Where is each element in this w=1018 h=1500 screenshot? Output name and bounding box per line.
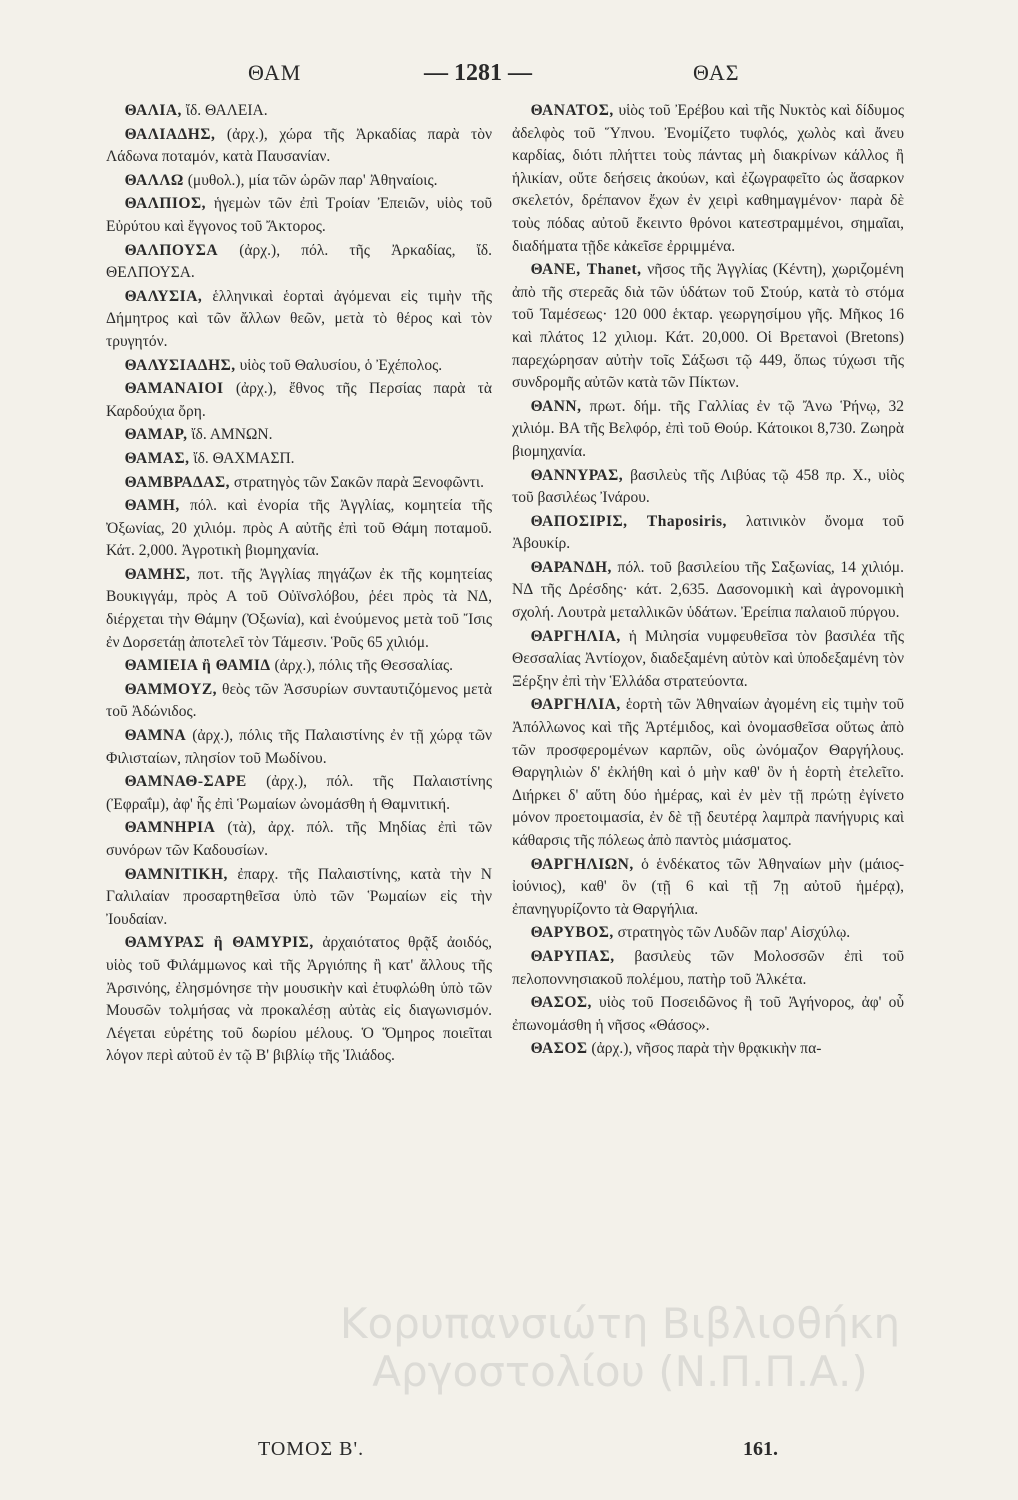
entry-headword: ΘΑΛΛΩ [124, 171, 184, 189]
dictionary-entry [106, 472, 492, 495]
entry-headword: ΘΑΜΝΑΘ-ΣΑΡΕ [124, 773, 247, 791]
dictionary-entry [512, 511, 904, 556]
entry-definition: πρωτ. δήμ. τῆς Γαλλίας ἐν τῷ Ἄνω Ῥήνῳ, 32 χιλιόμ. ΒΑ τῆς Βελφόρ, ἐπὶ τοῦ Θούρ. Κάτοικοι 8,730. Ζωηρὰ βιομηχανία. [512, 397, 904, 460]
entry-definition: στρατηγὸς τῶν Λυδῶν παρ' Αἰσχύλῳ. [613, 924, 851, 942]
dictionary-entry [106, 100, 492, 123]
entry-definition: (ἀρχ.), πόλ. τῆς Ἀρκαδίας, ἴδ. ΘΕΛΠΟΥΣΑ. [106, 241, 492, 282]
entry-headword: ΘΑΛΠΟΥΣΑ [124, 241, 219, 259]
dictionary-entry [106, 355, 492, 378]
entry-headword: ΘΑΜΙΕΙΑ ἢ ΘΑΜΙΔ [124, 657, 271, 675]
dictionary-entry [106, 448, 492, 471]
dictionary-entry [106, 725, 492, 770]
entry-headword: ΘΑΜΜΟΥΖ, [124, 680, 218, 698]
entry-headword: ΘΑΣΟΣ, [530, 994, 592, 1012]
entry-definition: ἴδ. ΘΑΛΕΙΑ. [181, 102, 268, 119]
entry-definition: βασιλεὺς τῆς Λιβύας τῷ 458 πρ. Χ., υἱὸς τοῦ βασιλέως Ἰνάρου. [512, 466, 904, 507]
entry-definition: νῆσος τῆς Ἀγγλίας (Κέντη), χωριζομένη ἀπὸ τῆς στερεᾶς διὰ τῶν ὑδάτων τοῦ Στούρ, κατὰ τὸ στόμα τοῦ Ταμέσεως· 120 000 ἑκταρ. γεωργησίμου γῆς. Μῆκος 16 καὶ πλάτος 12 χιλιομ. Κάτ. 20,000. Οἱ Βρετανοὶ (Bretons) παρεχώρησαν αὐτὴν τοῖς Σάξωσι τῷ 449, ὅπως τύχωσι τῆς συνδρομῆς αὐτῶν κατὰ τῶν Πίκτων. [512, 261, 904, 392]
entry-headword: ΘΑΝΕ, Thanet, [530, 261, 642, 279]
entry-definition: υἱὸς τοῦ Ποσειδῶνος ἢ τοῦ Ἀγήνορος, ἀφ' οὗ ἐπωνομάσθη ἡ νῆσος «Θάσος». [512, 994, 904, 1034]
dictionary-entry [106, 564, 492, 654]
dictionary-entry [106, 193, 492, 238]
entry-definition: λατινικὸν ὄνομα τοῦ Ἀβουκίρ. [512, 512, 905, 553]
dictionary-entry [106, 286, 492, 354]
entry-definition: στρατηγὸς τῶν Σακῶν παρὰ Ξενοφῶντι. [229, 473, 484, 491]
page-header [0, 60, 1018, 100]
dictionary-entry [106, 424, 492, 447]
entry-definition: ἴδ. ΑΜΝΩΝ. [187, 426, 273, 444]
entry-definition: υἱὸς τοῦ Ἐρέβου καὶ τῆς Νυκτὸς καὶ δίδυμος ἀδελφὸς τοῦ Ὕπνου. Ἐνομίζετο τυφλός, χωλὸς καὶ ἄνευ καρδίας, διότι πλήττει τοὺς πάντας μὴ διακρίνων κάλλος ἢ ἡλικίαν, οὔτε δεήσεις ἀκούων, καὶ ἐζωγραφεῖτο ὡς ἄσαρκον σκελετόν, δρέπανον ἔχων ἐν χειρὶ καθημαγμένον· παρὰ δὲ τοὺς πόδας αὐτοῦ ἔκειντο θρόνοι κατεστραμμένοι, σημαῖαι, διαδήματα τῇδε κἀκεῖσε ἐρριμμένα. [512, 102, 904, 255]
dictionary-entry [512, 100, 904, 258]
dictionary-entry [512, 992, 904, 1037]
entry-definition: υἱὸς τοῦ Θαλυσίου, ὁ Ἐχέπολος. [235, 356, 443, 374]
library-watermark [240, 1300, 1000, 1396]
entry-definition: πόλ. τοῦ βασιλείου τῆς Σαξωνίας, 14 χιλιόμ. ΝΔ τῆς Δρέσδης· κάτ. 2,635. Δασονομικὴ καὶ ἀγρονομικὴ σχολή. Λουτρὰ μεταλλικῶν ὑδάτων. Ἐρείπια παλαιοῦ πύργου. [512, 558, 904, 622]
entry-headword: ΘΑΠΟΣΙΡΙΣ, Thaposiris, [530, 512, 727, 530]
entry-definition: ἐπαρχ. τῆς Παλαιστίνης, κατὰ τὴν Ν Γαλιλαίαν προσαρτηθεῖσα ὑπὸ τῶν Ῥωμαίων εἰς τὴν Ἰουδαίαν. [106, 865, 492, 928]
entry-definition: βασιλεὺς τῶν Μολοσσῶν ἐπὶ τοῦ πελοποννησιακοῦ πολέμου, πατὴρ τοῦ Ἀλκέτα. [512, 947, 904, 988]
entry-definition: ἴδ. ΘΑΧΜΑΣΠ. [189, 449, 295, 467]
dictionary-entry [512, 1038, 904, 1061]
dictionary-entry [512, 259, 904, 395]
entry-headword: ΘΑΡΓΗΛΙΑ, [530, 696, 621, 714]
entry-definition: θεὸς τῶν Ἀσσυρίων συνταυτιζόμενος μετὰ τοῦ Ἀδώνιδος. [106, 680, 492, 721]
entry-definition: (ἀρχ.), πόλις τῆς Θεσσαλίας. [270, 657, 453, 675]
page-footer [0, 1438, 1018, 1478]
entry-headword: ΘΑΜΝΙΤΙΚΗ, [124, 865, 228, 883]
entry-headword: ΘΑΡΑΝΔΗ, [530, 558, 612, 576]
right-column [512, 100, 904, 1062]
entry-definition: (τὰ), ἀρχ. πόλ. τῆς Μηδίας ἐπὶ τῶν συνόρων τῶν Καδουσίων. [106, 819, 492, 859]
entry-headword: ΘΑΡΓΗΛΙΑ, [530, 627, 621, 645]
page-number: — 1281 — [424, 60, 532, 86]
dictionary-entry [512, 396, 904, 464]
entry-definition: (ἀρχ.), πόλις τῆς Παλαιστίνης ἐν τῇ χώρᾳ τῶν Φιλισταίων, πλησίον τοῦ Μωδίνου. [106, 727, 492, 767]
entry-headword: ΘΑΛΠΙΟΣ, [124, 195, 206, 213]
dictionary-entry [512, 946, 904, 991]
dictionary-entry [106, 932, 492, 1068]
entry-definition: ἀρχαιότατος θρᾷξ ἀοιδός, υἱὸς τοῦ Φιλάμμωνος καὶ τῆς Ἀργιόπης ἢ κατ' ἄλλους τῆς Ἀρσινόης, ἐλησμόνησε τὴν μουσικὴν καὶ ἐτυφλώθη ὑπὸ τῶν Μουσῶν τολμήσας νὰ προκαλέσῃ αὐτὰς εἰς διαγωνισμόν. Λέγεται εὑρέτης τοῦ δωρίου μέλους. Ὁ Ὅμηρος ποιεῖται λόγον περὶ αὐτοῦ ἐν τῷ Β' βιβλίῳ τῆς Ἰλιάδος. [106, 934, 492, 1065]
dictionary-entry [106, 378, 492, 423]
entry-headword: ΘΑΛΙΑ, [124, 102, 182, 119]
entry-headword: ΘΑΡΥΠΑΣ, [530, 947, 615, 965]
entry-headword: ΘΑΜΥΡΑΣ ἢ ΘΑΜΥΡΙΣ, [124, 934, 314, 952]
dictionary-entry [106, 124, 492, 169]
dictionary-entry [512, 557, 904, 625]
entry-definition: ἡ Μιλησία νυμφευθεῖσα τὸν βασιλέα τῆς Θεσσαλίας Ἀντίοχον, διαδεξαμένη αὐτὸν καὶ ὑποδεξαμένη τὸν Ξέρξην ἐπὶ τὴν Ἑλλάδα στρατεύοντα. [512, 627, 904, 690]
left-column [106, 100, 492, 1069]
entry-definition: ἑλληνικαὶ ἑορταὶ ἀγόμεναι εἰς τιμὴν τῆς Δήμητρος καὶ τῶν ἄλλων θεῶν, μετὰ τὸ θέρος καὶ τὸν τρυγητόν. [106, 287, 492, 350]
entry-headword: ΘΑΡΥΒΟΣ, [530, 924, 614, 942]
entry-headword: ΘΑΜΗ, [124, 497, 180, 515]
entry-definition: (ἀρχ.), νῆσος παρὰ τὴν θρᾳκικὴν πα- [587, 1040, 822, 1058]
watermark-line-1: Κορυπανσιώτη Βιβλιοθήκη [339, 1299, 901, 1348]
entry-headword: ΘΑΜΗΣ, [124, 565, 191, 583]
entry-headword: ΘΑΝΝ, [530, 397, 582, 415]
dictionary-entry [512, 626, 904, 694]
entry-headword: ΘΑΝΑΤΟΣ, [530, 102, 614, 119]
entry-definition: ἡγεμὼν τῶν ἐπὶ Τροίαν Ἐπειῶν, υἱὸς τοῦ Εὐρύτου καὶ ἔγγονος τοῦ Ἄκτορος. [106, 195, 492, 235]
header-left-guideword: ΘΑΜ [248, 60, 302, 85]
dictionary-entry [512, 465, 904, 510]
dictionary-entry [106, 655, 492, 678]
entry-headword: ΘΑΝΝΥΡΑΣ, [530, 466, 624, 484]
dictionary-entry [106, 170, 492, 193]
entry-headword: ΘΑΣΟΣ [530, 1040, 588, 1058]
entry-definition: ἑορτὴ τῶν Ἀθηναίων ἀγομένη εἰς τιμὴν τοῦ Ἀπόλλωνος καὶ τῆς Ἀρτέμιδος, καὶ ὀνομασθεῖσα οὕτως ἀπὸ τῶν προσφερομένων καρπῶν, οὓς ὠνόμαζον Θαργήλους. Θαργηλιὼν δ' ἐκλήθη καὶ ὁ μὴν καθ' ὃν ἡ ἑορτὴ ἐτελεῖτο. Διήρκει δ' αὕτη δύο ἡμέρας, καὶ ἐν μὲν τῇ πρώτῃ ἐγίνετο μόνον προετοιμασία, ἐν δὲ τῇ δευτέρᾳ λαμπρὰ πανήγυρις καὶ κάθαρσις τῆς πόλεως ἀπὸ παντὸς μιάσματος. [512, 696, 904, 849]
entry-definition: (ἀρχ.), χώρα τῆς Ἀρκαδίας παρὰ τὸν Λάδωνα ποταμόν, κατὰ Παυσανίαν. [106, 125, 492, 166]
dictionary-entry [106, 240, 492, 285]
entry-headword: ΘΑΜΑΣ, [124, 449, 190, 467]
entry-definition: ὁ ἑνδέκατος τῶν Ἀθηναίων μὴν (μάιος-ἰούνιος), καθ' ὃν (τῇ 6 καὶ τῇ 7ῃ αὐτοῦ ἡμέρᾳ), ἐπανηγυρίζοντο τὰ Θαργήλια. [512, 855, 904, 918]
entry-headword: ΘΑΡΓΗΛΙΩΝ, [530, 855, 634, 873]
dictionary-entry [106, 495, 492, 563]
dictionary-entry [106, 771, 492, 816]
header-right-guideword: ΘΑΣ [693, 60, 740, 85]
dictionary-entry [106, 864, 492, 932]
entry-definition: (μυθολ.), μία τῶν ὡρῶν παρ' Ἀθηναίοις. [183, 171, 438, 189]
watermark-line-2: Αργοστολίου (Ν.Π.Π.Α.) [372, 1347, 868, 1396]
entry-headword: ΘΑΛΙΑΔΗΣ, [124, 125, 216, 143]
dictionary-entry [106, 679, 492, 724]
entry-definition: ποτ. τῆς Ἀγγλίας πηγάζων ἐκ τῆς κομητείας Βουκιγγάμ, πρὸς Α τοῦ Οὐϊνσλόβου, ῥέει πρὸς τὰ ΝΔ, διέρχεται τὴν Θάμην (Ὀξωνία), καὶ ἑνούμενος μετὰ τοῦ Ἴσις ἐν Δορσετάῃ ἀποτελεῖ τὸν Τάμεσιν. Ῥοῦς 65 χιλιόμ. [106, 565, 492, 651]
dictionary-entry [512, 854, 904, 922]
entry-headword: ΘΑΜΒΡΑΔΑΣ, [124, 473, 230, 491]
entry-definition: (ἀρχ.), ἔθνος τῆς Περσίας παρὰ τὰ Καρδούχια ὄρη. [106, 380, 492, 420]
entry-headword: ΘΑΜΑΝΑΙΟΙ [124, 380, 224, 398]
entry-definition: (ἀρχ.), πόλ. τῆς Παλαιστίνης (Ἐφραΐμ), ἀφ' ἧς ἐπὶ Ῥωμαίων ὠνομάσθη ἡ Θαμνιτική. [106, 773, 492, 813]
dictionary-entry [512, 694, 904, 852]
entry-headword: ΘΑΛΥΣΙΑ, [124, 287, 203, 305]
signature-mark: 161. [743, 1438, 778, 1460]
dictionary-entry [106, 817, 492, 862]
volume-label: ΤΟΜΟΣ Β'. [258, 1438, 365, 1460]
entry-definition: πόλ. καὶ ἐνορία τῆς Ἀγγλίας, κομητεία τῆς Ὀξωνίας, 20 χιλιόμ. πρὸς Α αὐτῆς ἐπὶ τοῦ Θάμη ποταμοῦ. Κάτ. 2,000. Ἀγροτικὴ βιομηχανία. [106, 497, 492, 560]
entry-headword: ΘΑΜΑΡ, [124, 426, 188, 444]
dictionary-entry [512, 922, 904, 945]
entry-headword: ΘΑΜΝΑ [124, 727, 187, 745]
entry-headword: ΘΑΛΥΣΙΑΔΗΣ, [124, 356, 236, 374]
entry-headword: ΘΑΜΝΗΡΙΑ [124, 819, 216, 837]
